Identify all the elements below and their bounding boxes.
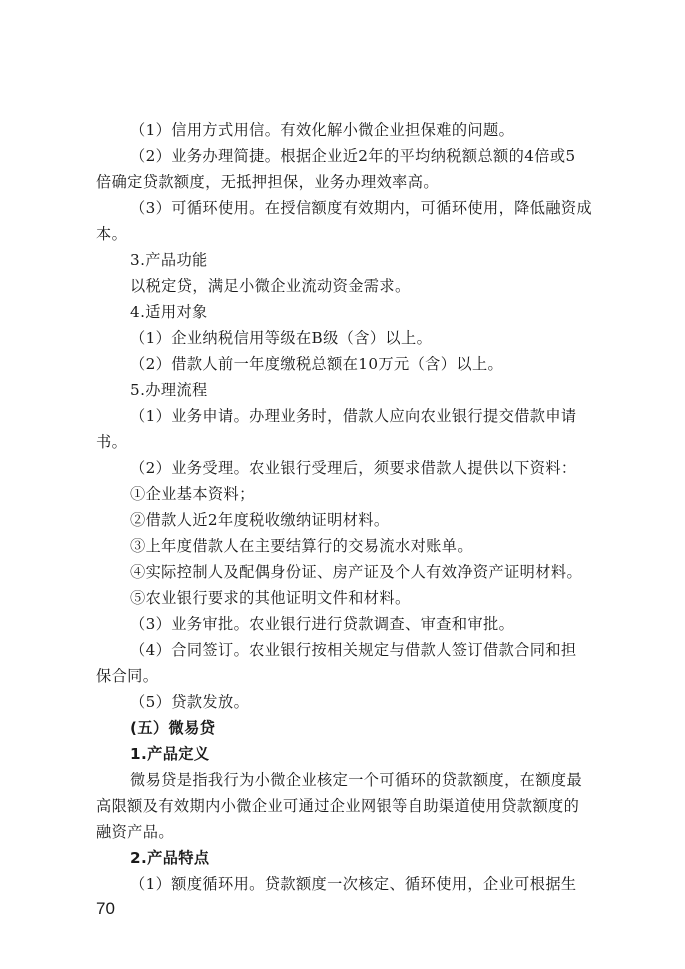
subsection-heading: 2.产品特点 [130, 849, 210, 867]
paragraph-line: （4）合同签订。农业银行按相关规定与借款人签订借款合同和担 [130, 641, 577, 659]
list-item: ⑤农业银行要求的其他证明文件和材料。 [130, 589, 411, 607]
section-heading: 5.办理流程 [130, 381, 208, 399]
paragraph-line: （1）额度循环用。贷款额度一次核定、循环使用，企业可根据生 [130, 875, 577, 893]
section-heading: 4.适用对象 [130, 303, 208, 321]
list-item: ①企业基本资料； [130, 485, 255, 503]
page-number: 70 [96, 899, 115, 918]
paragraph-line: （3）可循环使用。在授信额度有效期内，可循环使用，降低融资成 [130, 199, 593, 217]
paragraph-line: 书。 [96, 433, 128, 451]
paragraph-line: 融资产品。 [96, 823, 174, 841]
paragraph-line: （2）业务受理。农业银行受理后，须要求借款人提供以下资料： [130, 459, 577, 477]
paragraph-line: （2）业务办理简捷。根据企业近2年的平均纳税额总额的4倍或5 [130, 147, 576, 165]
paragraph-line: 倍确定贷款额度，无抵押担保，业务办理效率高。 [96, 173, 439, 191]
paragraph-line: 保合同。 [96, 667, 159, 685]
paragraph-line: （2）借款人前一年度缴税总额在10万元（含）以上。 [130, 355, 504, 373]
paragraph-line: （1）企业纳税信用等级在B级（含）以上。 [130, 329, 433, 347]
list-item: ④实际控制人及配偶身份证、房产证及个人有效净资产证明材料。 [130, 563, 583, 581]
paragraph-line: （1）业务申请。办理业务时，借款人应向农业银行提交借款申请 [130, 407, 577, 425]
list-item: ②借款人近2年度税收缴纳证明材料。 [130, 511, 390, 529]
body-text [96, 117, 593, 897]
paragraph-line: 以税定贷，满足小微企业流动资金需求。 [130, 277, 411, 295]
list-item: ③上年度借款人在主要结算行的交易流水对账单。 [130, 537, 473, 555]
paragraph-line: （1）信用方式用信。有效化解小微企业担保难的问题。 [130, 121, 515, 139]
paragraph-line: （5）贷款发放。 [130, 693, 250, 711]
paragraph-line: 微易贷是指我行为小微企业核定一个可循环的贷款额度，在额度最 [130, 771, 583, 789]
paragraph-line: 本。 [96, 225, 128, 243]
section-heading: (五）微易贷 [130, 719, 216, 737]
paragraph-line: （3）业务审批。农业银行进行贷款调查、审查和审批。 [130, 615, 515, 633]
paragraph-line: 高限额及有效期内小微企业可通过企业网银等自助渠道使用贷款额度的 [96, 797, 580, 815]
section-heading: 3.产品功能 [130, 251, 208, 269]
subsection-heading: 1.产品定义 [130, 745, 210, 763]
